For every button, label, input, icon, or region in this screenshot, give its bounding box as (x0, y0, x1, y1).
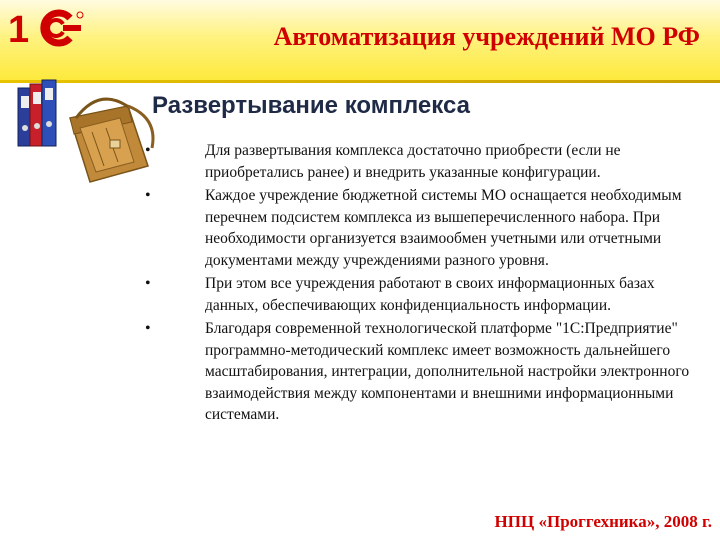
bullet-text: Благодаря современной технологической платформе "1С:Предприятие" программно-методический комплекс имеет возможность дальнейшего масштабирования, интеграции, дополнительной настройки электронного взаимодействия между компонентами и внешними информационными системами. (205, 320, 690, 423)
bullet-text: Каждое учреждение бюджетной системы МО оснащается необходимым перечнем подсистем комплекса из вышеперечисленного набора. При необходимости организуется взаимообмен учетными или отчетными документами между учреждениями разного уровня. (205, 187, 682, 269)
slide-title: Развертывание комплекса (152, 92, 470, 119)
binders-and-bag-illustration (10, 78, 160, 193)
bullet-item (145, 318, 705, 426)
bullet-text: Для развертывания комплекса достаточно приобрести (если не приобретались ранее) и внедрить указанные конфигурации. (205, 142, 621, 181)
header-title: Автоматизация учреждений МО РФ (273, 22, 700, 51)
bullet-item (145, 273, 705, 316)
bullet-item (145, 185, 705, 271)
svg-text:1: 1 (8, 9, 30, 48)
bullet-marker: • (145, 320, 151, 337)
bullet-list (145, 140, 705, 426)
bullet-marker: • (145, 275, 151, 292)
bullet-marker: • (145, 187, 151, 204)
bullet-item (145, 140, 705, 183)
bullet-text: При этом все учреждения работают в своих информационных базах данных, обеспечивающих конфиденциальность информации. (205, 275, 655, 314)
bullet-marker: • (145, 142, 151, 159)
footer-credit: НПЦ «Проггехника», 2008 г. (494, 512, 712, 531)
